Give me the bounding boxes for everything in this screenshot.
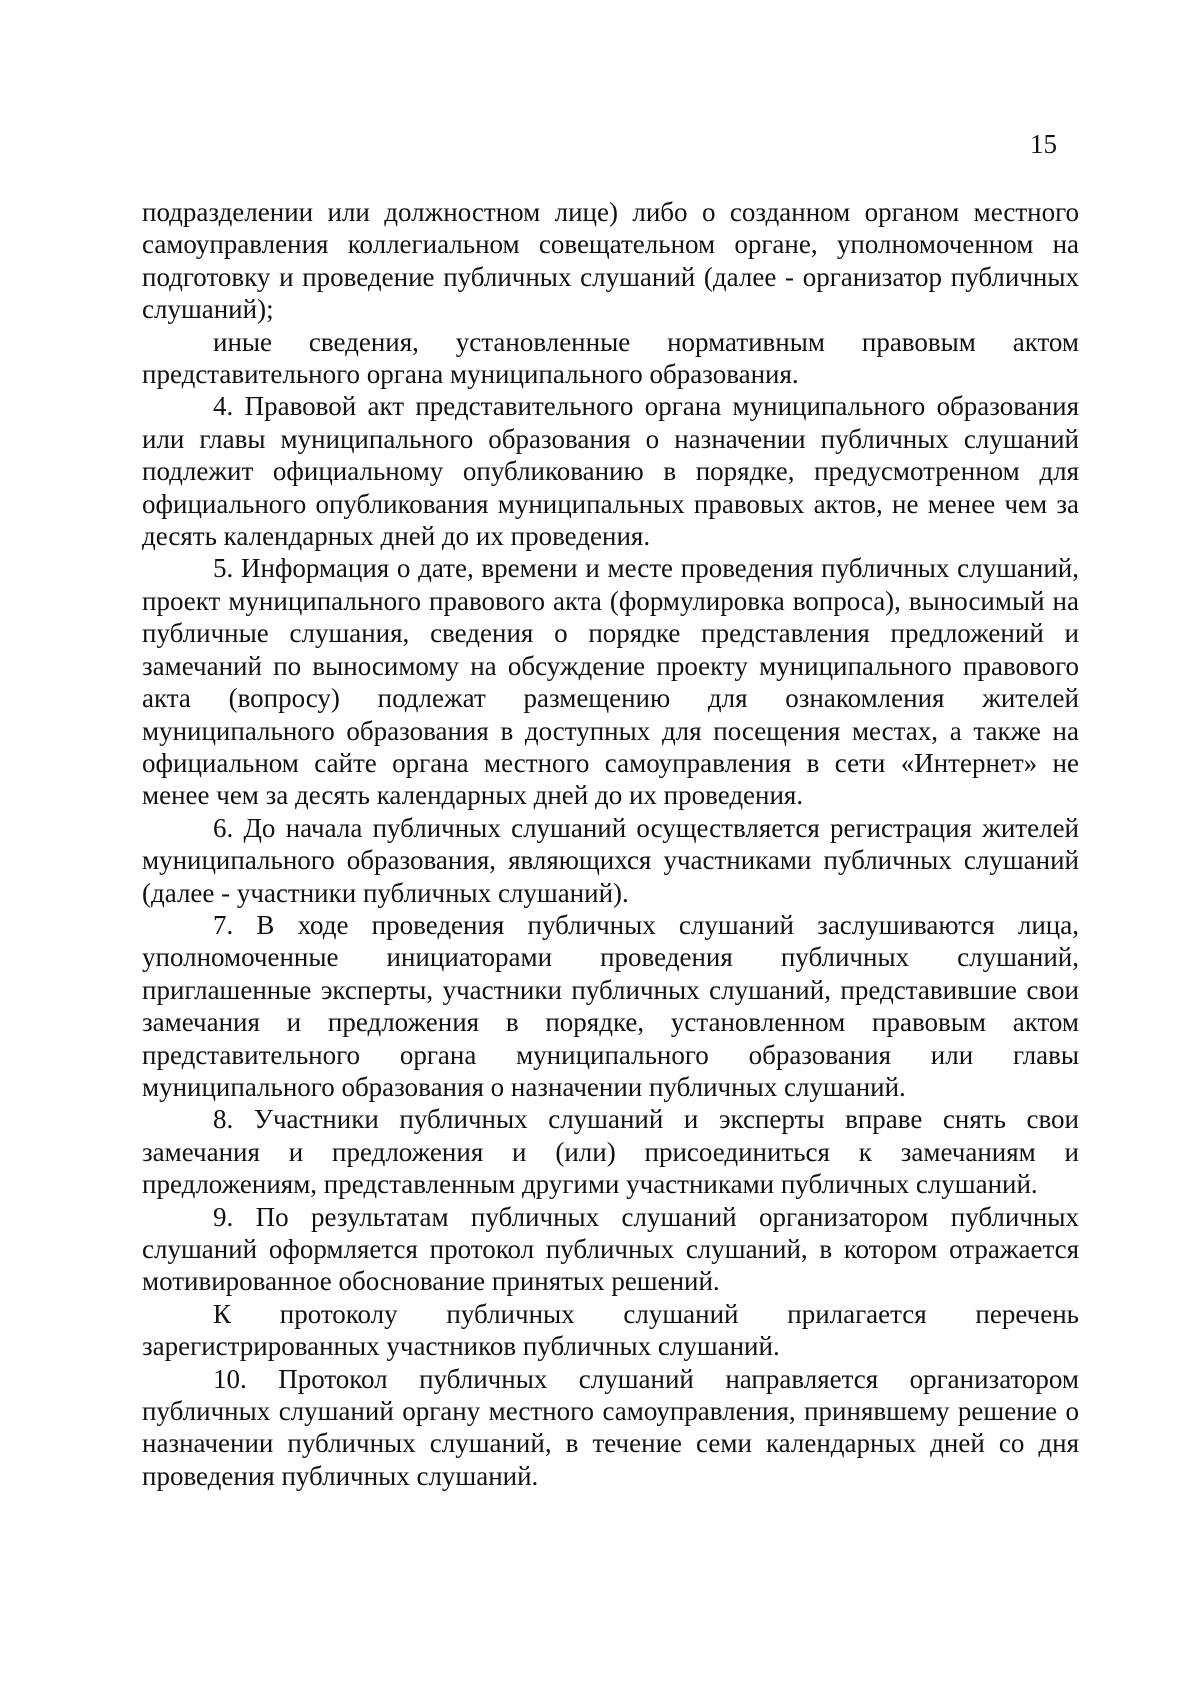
paragraph-protocol-attachment: К протоколу публичных слушаний прилагается перечень зарегистрированных участников публичных слушаний. [142, 1298, 1079, 1362]
paragraph-item-6: 6. До начала публичных слушаний осуществляется регистрация жителей муниципального образования, являющихся участниками публичных слушаний (далее - участники публичных слушаний). [142, 812, 1079, 908]
paragraph-item-8: 8. Участники публичных слушаний и эксперты вправе снять свои замечания и предложения и (или) присоединиться к замечаниям и предложениям, представленным другими участниками публичных слушаний. [142, 1104, 1079, 1200]
paragraph-item-4: 4. Правовой акт представительного органа муниципального образования или главы муниципального образования о назначении публичных слушаний подлежит официальному опубликованию в порядке, предусмотренном для официального опубликования муниципальных правовых актов, не менее чем за десять календарных дней до их проведения. [142, 391, 1079, 552]
paragraph-item-10: 10. Протокол публичных слушаний направляется организатором публичных слушаний органу местного самоуправления, принявшему решение о назначении публичных слушаний, в течение семи календарных дней со дня проведения публичных слушаний. [142, 1363, 1079, 1491]
page-number: 15 [1030, 129, 1057, 159]
paragraph-item-7: 7. В ходе проведения публичных слушаний заслушиваются лица, уполномоченные инициаторами проведения публичных слушаний, приглашенные эксперты, участники публичных слушаний, представившие свои замечания и предложения в порядке, установленном правовым актом представительного органа муниципального образования или главы муниципального образования о назначении публичных слушаний. [142, 909, 1079, 1102]
document-body [142, 196, 1079, 1492]
paragraph-item-5: 5. Информация о дате, времени и месте проведения публичных слушаний, проект муниципального правового акта (формулировка вопроса), выносимый на публичные слушания, сведения о порядке представления предложений и замечаний по выносимому на обсуждение проекту муниципального правового акта (вопросу) подлежат размещению для ознакомления жителей муниципального образования в доступных для посещения местах, а также на официальном сайте органа местного самоуправления в сети «Интернет» не менее чем за десять календарных дней до их проведения. [142, 553, 1079, 811]
paragraph-item-9: 9. По результатам публичных слушаний организатором публичных слушаний оформляется протокол публичных слушаний, в котором отражается мотивированное обоснование принятых решений. [142, 1201, 1079, 1297]
paragraph-organizer: подразделении или должностном лице) либо о созданном органом местного самоуправления коллегиальном совещательном органе, уполномоченном на подготовку и проведение публичных слушаний (далее - организатор публичных слушаний); [142, 197, 1079, 325]
paragraph-other-info: иные сведения, установленные нормативным правовым актом представительного органа муниципального образования. [142, 326, 1079, 390]
